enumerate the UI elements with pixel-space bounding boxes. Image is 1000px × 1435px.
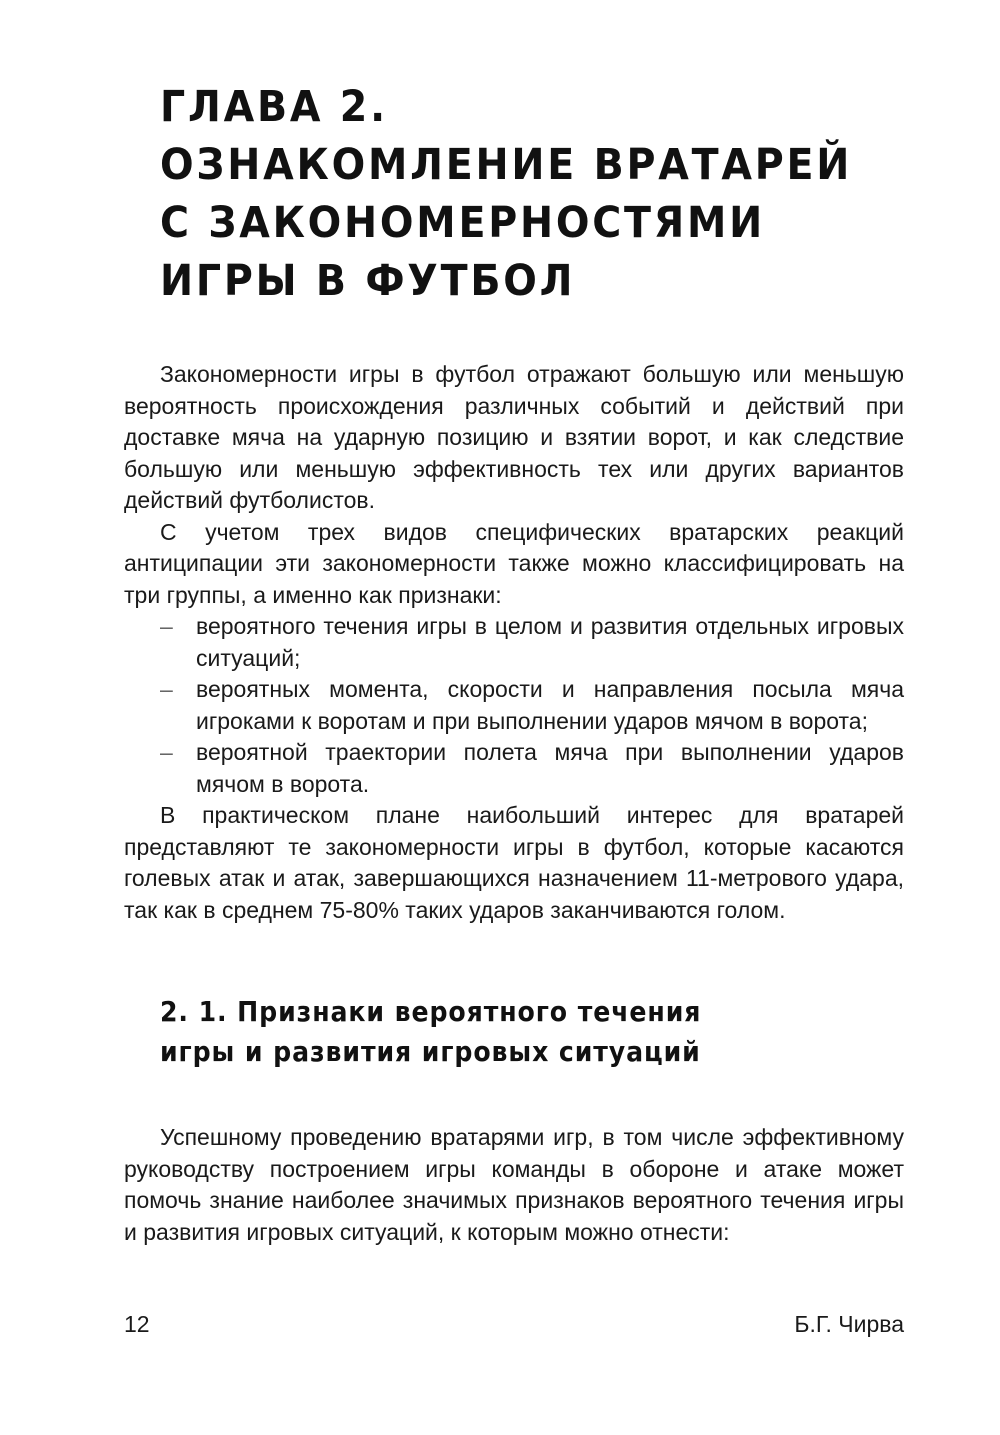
list-item-text: вероятного течения игры в целом и развития отдельных игровых ситуаций;: [196, 613, 904, 671]
chapter-title-line: ОЗНАКОМЛЕНИЕ ВРАТАРЕЙ: [160, 140, 853, 190]
list-item-text: вероятных момента, скорости и направления посыла мяча игроками к воротам и при выполнении ударов мячом в ворота;: [196, 676, 904, 734]
chapter-title-line: С ЗАКОНОМЕРНОСТЯМИ: [160, 198, 766, 248]
dash-marker: –: [160, 739, 173, 765]
section-paragraph: Успешному проведению вратарями игр, в том числе эффективному руководству построением игры команды в обороне и атаке может помочь знание наиболее значимых признаков вероятного течения игры и развития игровых ситуаций, к которым можно отнести:: [124, 1124, 904, 1245]
intro-text: [124, 359, 904, 926]
intro-paragraph: Закономерности игры в футбол отражают большую или меньшую вероятность происхождения различных событий и действий при доставке мяча на ударную позицию и взятии ворот, и как следствие большую или меньшую эффективность тех или других вариантов действий футболистов.: [124, 361, 904, 513]
section-title-line: 2. 1. Признаки вероятного течения: [160, 995, 702, 1028]
chapter-title: [160, 78, 853, 310]
page-number: 12: [124, 1311, 150, 1337]
chapter-title-line: ИГРЫ В ФУТБОЛ: [160, 256, 576, 306]
intro-paragraph: В практическом плане наибольший интерес для вратарей представляют те закономерности игры в футбол, которые касаются голевых атак и атак, завершающихся назначением 11-метрового удара, так как в среднем 75-80% таких ударов заканчиваются голом.: [124, 802, 904, 923]
chapter-title-line: ГЛАВА 2.: [160, 82, 388, 132]
author-name: Б.Г. Чирва: [794, 1311, 904, 1337]
section-title-line: игры и развития игровых ситуаций: [160, 1035, 701, 1068]
list-item: [124, 674, 904, 737]
intro-paragraph: С учетом трех видов специфических вратарских реакций антиципации эти закономерности также можно классифицировать на три группы, а именно как признаки:: [124, 518, 904, 608]
signs-list: [124, 611, 904, 800]
dash-marker: –: [160, 613, 173, 639]
list-item: [124, 611, 904, 674]
section-text: [124, 1122, 904, 1248]
list-item: [124, 737, 904, 800]
dash-marker: –: [160, 676, 173, 702]
list-item-text: вероятной траектории полета мяча при выполнении ударов мячом в ворота.: [196, 739, 904, 797]
section-title: [160, 992, 790, 1072]
